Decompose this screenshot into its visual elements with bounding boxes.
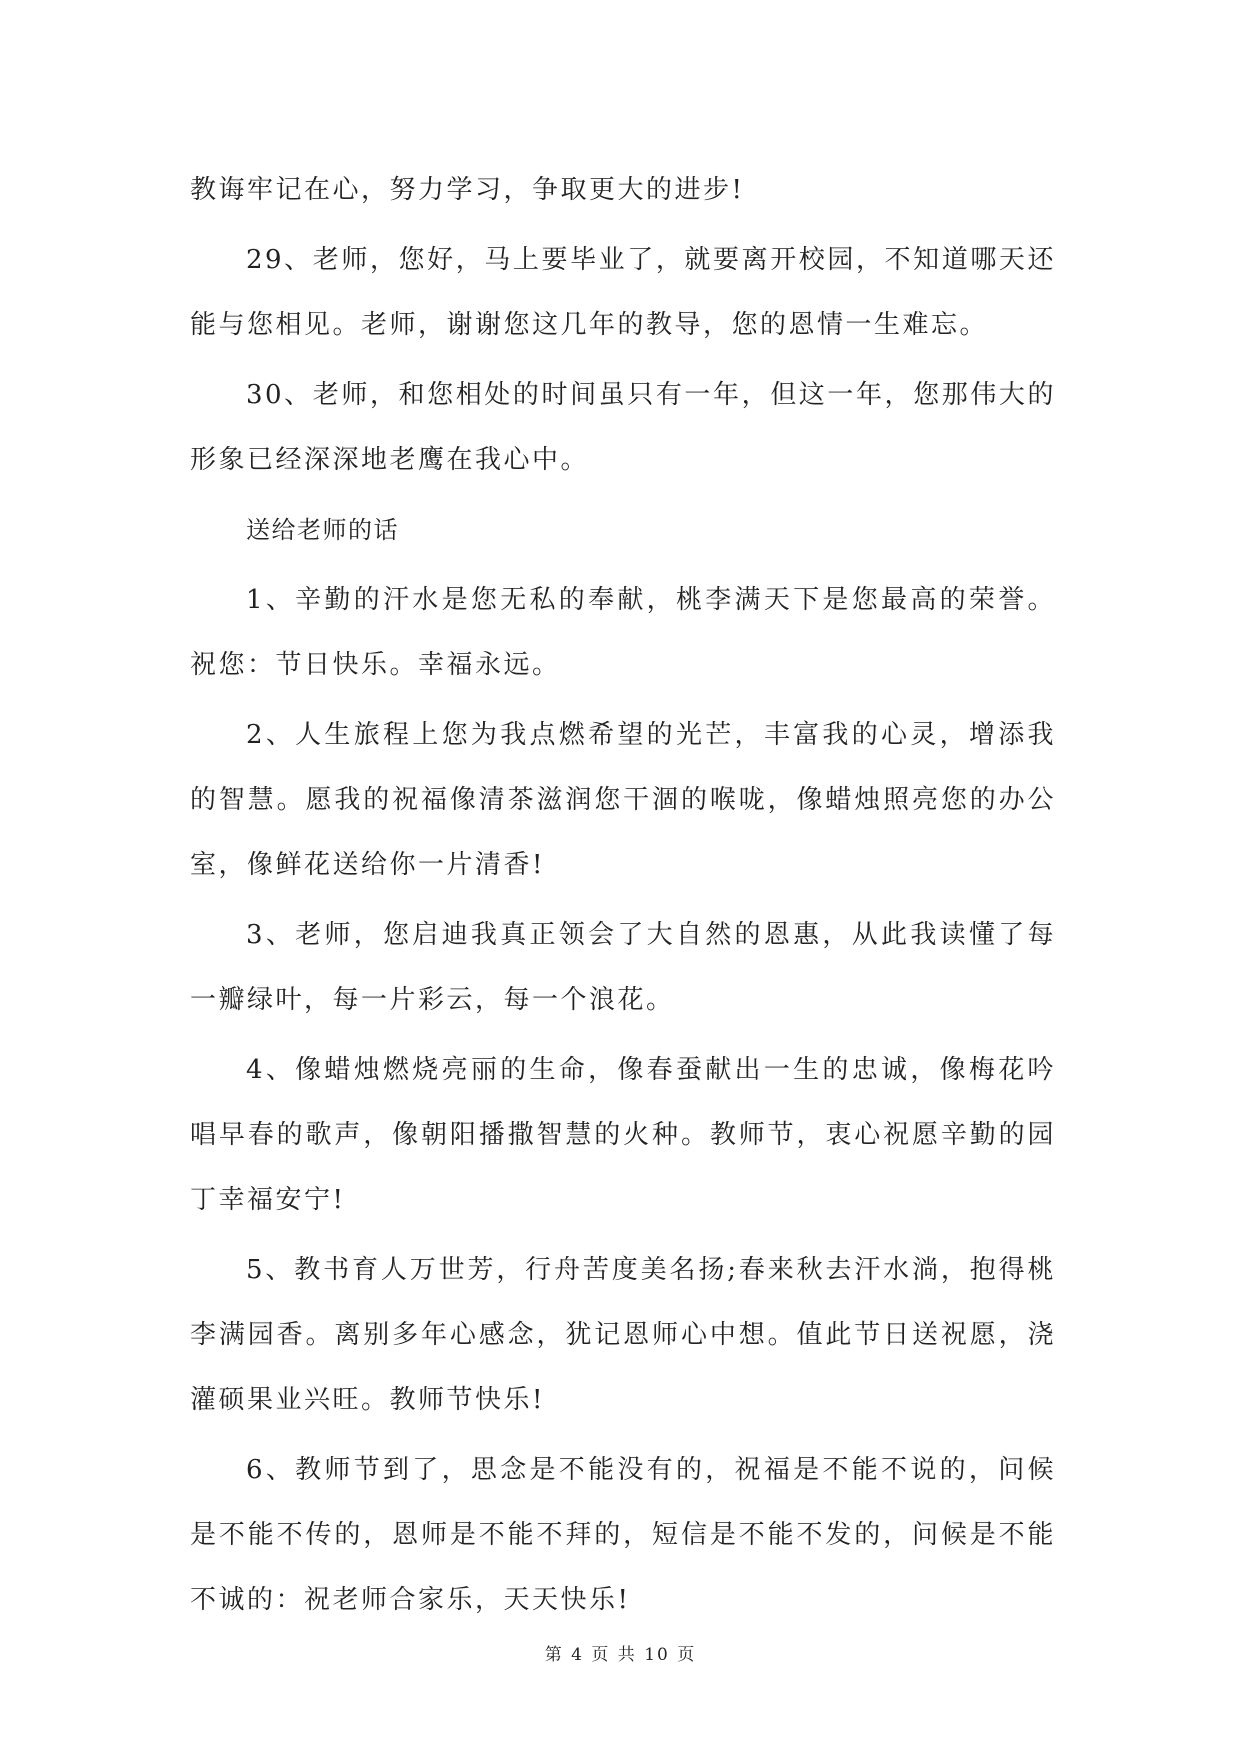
paragraph-item-3: 3、老师，您启迪我真正领会了大自然的恩惠，从此我读懂了每一瓣绿叶，每一片彩云，每一个浪花。 [190,920,1056,1015]
paragraph-item-29: 29、老师，您好，马上要毕业了，就要离开校园，不知道哪天还能与您相见。老师，谢谢您这几年的教导，您的恩情一生难忘。 [190,245,1056,340]
paragraph-item-5: 5、教书育人万世芳，行舟苦度美名扬;春来秋去汗水淌，抱得桃李满园香。离别多年心感念，犹记恩师心中想。值此节日送祝愿，浇灌硕果业兴旺。教师节快乐! [190,1255,1056,1415]
paragraph-item-1: 1、辛勤的汗水是您无私的奉献，桃李满天下是您最高的荣誉。祝您：节日快乐。幸福永远。 [190,585,1056,680]
paragraph-continuation: 教诲牢记在心，努力学习，争取更大的进步! [190,175,745,205]
section-heading: 送给老师的话 [246,516,399,544]
paragraph-item-4: 4、像蜡烛燃烧亮丽的生命，像春蚕献出一生的忠诚，像梅花吟唱早春的歌声，像朝阳播撒智慧的火种。教师节，衷心祝愿辛勤的园丁幸福安宁! [190,1055,1056,1215]
paragraph-item-6: 6、教师节到了，思念是不能没有的，祝福是不能不说的，问候是不能不传的，恩师是不能不拜的，短信是不能不发的，问候是不能不诚的：祝老师合家乐，天天快乐! [190,1455,1056,1615]
paragraph-item-30: 30、老师，和您相处的时间虽只有一年，但这一年，您那伟大的形象已经深深地老鹰在我心中。 [190,380,1056,475]
page-number-footer: 第 4 页 共 10 页 [544,1645,697,1665]
document-body [190,158,1056,1638]
paragraph-item-2: 2、人生旅程上您为我点燃希望的光芒，丰富我的心灵，增添我的智慧。愿我的祝福像清茶滋润您干涸的喉咙，像蜡烛照亮您的办公室，像鲜花送给你一片清香! [190,720,1056,880]
